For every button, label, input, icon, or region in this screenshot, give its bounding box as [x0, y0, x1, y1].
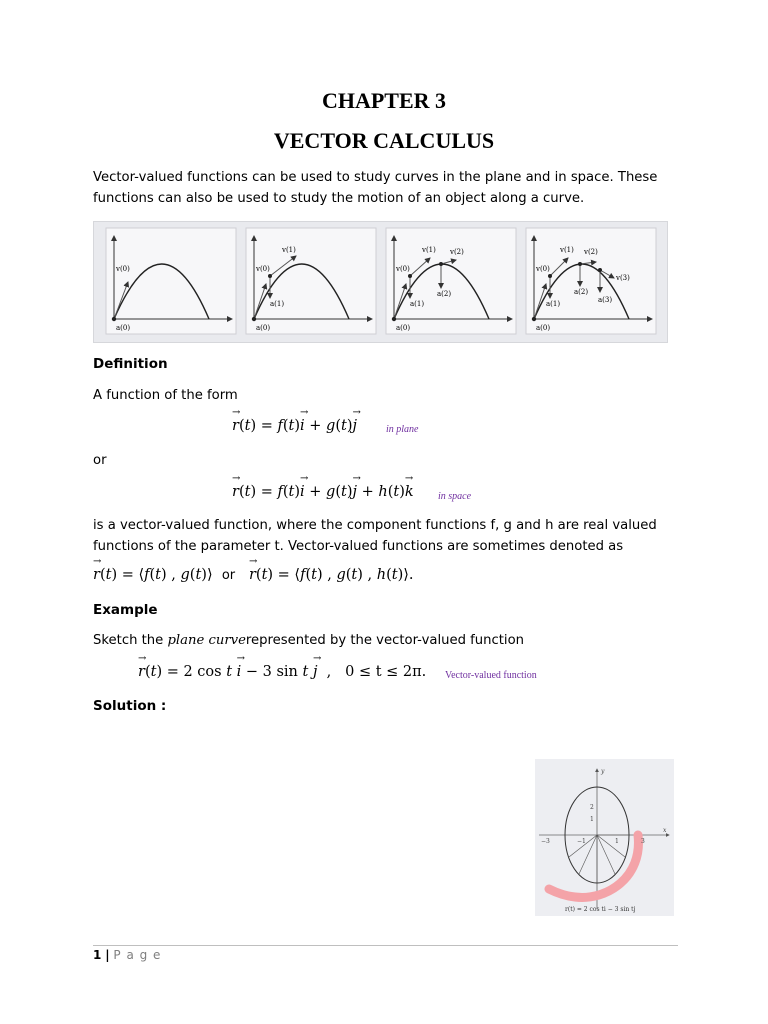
axis-label: 1 — [590, 816, 594, 823]
example-prompt-italic: plane curve — [167, 633, 246, 648]
chapter-title: VECTOR CALCULUS — [273, 128, 495, 153]
panel-3-label: v(0) — [396, 265, 410, 273]
equation-notation: → r(t) = ⟨f(t) , g(t)⟩ or → r(t) = ⟨f(t) , g(t) , h(t)⟩. — [93, 567, 414, 583]
panel-3-label: v(1) — [422, 246, 436, 254]
axis-label: x — [663, 827, 667, 834]
intro-paragraph: Vector-valued functions can be used to study curves in the plane and in space. These functions can also be used to study the motion of an object along a curve. — [93, 170, 658, 206]
page-footer — [93, 948, 161, 962]
figure-caption: r(t) = 2 cos ti − 3 sin tj — [565, 906, 636, 913]
page-number: 1 — [93, 948, 102, 962]
definition-lead: A function of the form — [93, 388, 238, 403]
panel-4-label: v(0) — [536, 265, 550, 273]
panel-1-label: a(0) — [116, 324, 131, 332]
footer-separator: | — [105, 948, 110, 962]
axis-label: 2 — [590, 804, 594, 811]
or-text: or — [93, 453, 107, 468]
ellipse-figure-svg — [535, 759, 674, 916]
axis-label: −3 — [541, 838, 550, 845]
panel-4-label: v(2) — [584, 248, 598, 256]
example-prompt — [93, 631, 524, 652]
definition-heading: Definition — [93, 356, 168, 372]
axis-label: −1 — [577, 838, 586, 845]
panel-2-label: a(0) — [256, 324, 271, 332]
solution-heading: Solution : — [93, 698, 167, 714]
panel-2-label: v(0) — [256, 265, 270, 273]
panel-2-label: v(1) — [282, 246, 296, 254]
panel-4-label: v(3) — [616, 274, 630, 282]
panel-4-label: a(0) — [536, 324, 551, 332]
panel-2-label: a(1) — [270, 300, 285, 308]
panel-3-label: a(0) — [396, 324, 411, 332]
note-in-plane: in plane — [386, 424, 419, 435]
axis-label: 1 — [615, 838, 619, 845]
panel-3-label: a(2) — [437, 290, 452, 298]
axis-label: 3 — [641, 838, 645, 845]
axis-label: y — [601, 768, 605, 775]
chapter-heading: CHAPTER 3 — [321, 88, 447, 113]
ellipse-figure — [535, 759, 674, 916]
example-heading: Example — [93, 602, 158, 618]
panel-4-label: a(2) — [574, 288, 589, 296]
panel-4-label: a(1) — [546, 300, 561, 308]
equation-example: → r(t) = 2 cos t → i − 3 sin t → j , 0 ≤ t ≤ 2π. — [138, 664, 426, 680]
note-in-space: in space — [438, 491, 472, 502]
note-vector-valued: Vector-valued function — [445, 670, 537, 681]
page-word: P a g e — [113, 948, 162, 962]
example-prompt-before: Sketch the — [93, 633, 164, 648]
example-prompt-after: represented by the vector-valued function — [245, 633, 525, 648]
or-inline: or — [221, 568, 236, 583]
equation-plane: → r(t) = f(t)→ i + g(t)→ j — [232, 418, 357, 434]
projectile-figure-svg — [94, 222, 667, 342]
projectile-figure — [93, 221, 668, 343]
panel-4-label: a(3) — [598, 296, 613, 304]
panel-3-label: a(1) — [410, 300, 425, 308]
example-range: 0 ≤ t ≤ 2π. — [345, 664, 427, 680]
panel-4-label: v(1) — [560, 246, 574, 254]
equation-space: → r(t) = f(t)→ i + g(t)→ j + h(t)→ k — [232, 484, 414, 500]
panel-3-label: v(2) — [450, 248, 464, 256]
definition-explanation: is a vector-valued function, where the component functions f, g and h are real valued functions of the parameter t. Vector-valued functions are sometimes denoted as — [93, 518, 657, 554]
footer-divider — [93, 945, 678, 946]
panel-1-label: v(0) — [116, 265, 130, 273]
